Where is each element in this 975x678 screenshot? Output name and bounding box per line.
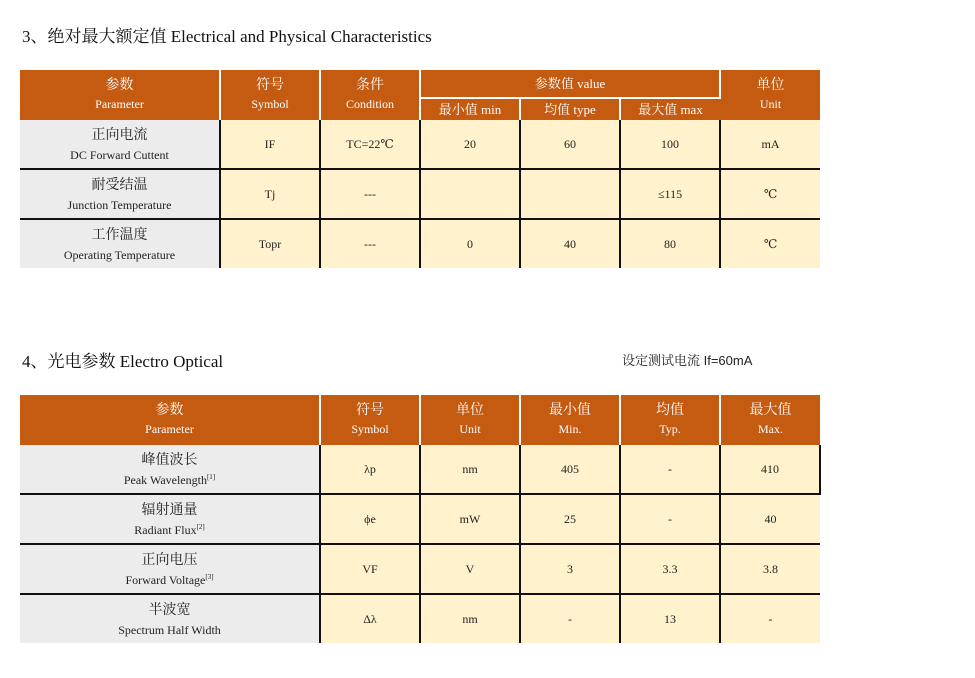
min-cell: 3 (520, 544, 620, 594)
parameter-name-cn: 工作温度 (91, 227, 148, 243)
header-parameter-en: Parameter (95, 97, 144, 112)
unit-cell: mW (420, 494, 520, 544)
min-cell: 25 (520, 494, 620, 544)
table-row (20, 594, 820, 643)
header-typ-en: Typ. (659, 422, 681, 437)
header-unit-en: Unit (459, 422, 481, 437)
table-row (20, 494, 820, 544)
min-cell: - (520, 594, 620, 643)
header-max-cn: 最大值 (749, 403, 792, 419)
symbol-cell: IF (220, 120, 320, 169)
header-min-cn: 最小值 (549, 403, 591, 419)
table-row (20, 219, 820, 268)
parameter-name-en-text: Forward Voltage (125, 572, 206, 587)
header-parameter-en: Parameter (145, 422, 194, 437)
ratings-header-row (20, 70, 820, 98)
max-cell: 80 (620, 219, 720, 268)
parameter-cell (20, 219, 220, 268)
header-min: 最小值 min (420, 98, 520, 120)
parameter-name-en: Junction Temperature (67, 197, 172, 212)
symbol-cell: Δλ (320, 594, 420, 643)
optical-table (20, 395, 821, 643)
typ-cell (520, 169, 620, 219)
max-cell: 40 (720, 494, 820, 544)
typ-cell: 3.3 (620, 544, 720, 594)
typ-cell: 13 (620, 594, 720, 643)
header-unit-en: Unit (759, 97, 782, 112)
parameter-name-en-text: Peak Wavelength (123, 472, 207, 487)
header-unit (720, 70, 820, 120)
unit-cell: nm (420, 445, 520, 494)
symbol-cell: λp (320, 445, 420, 494)
parameter-name-cn: 峰值波长 (141, 452, 198, 468)
ratings-table (20, 70, 820, 268)
section-4-title: 4、光电参数 Electro Optical (22, 352, 224, 371)
parameter-cell (20, 169, 220, 219)
parameter-name-en: Operating Temperature (63, 247, 176, 262)
header-symbol-cn: 符号 (256, 78, 284, 94)
parameter-cell (20, 120, 220, 169)
header-symbol (320, 395, 420, 445)
typ-cell: 40 (520, 219, 620, 268)
min-cell: 405 (520, 445, 620, 494)
header-condition (320, 70, 420, 120)
header-parameter-cn: 参数 (155, 403, 184, 419)
header-max: 最大值 max (620, 98, 720, 120)
parameter-name-cn: 辐射通量 (141, 502, 198, 518)
table-row (20, 120, 820, 169)
table-row (20, 445, 820, 494)
section-3-title: 3、绝对最大额定值 Electrical and Physical Characteristics (22, 27, 432, 46)
max-cell: 410 (720, 445, 820, 494)
condition-cell: --- (320, 169, 420, 219)
footnote-ref: [1] (206, 472, 216, 481)
header-max (720, 395, 820, 445)
condition-cell: --- (320, 219, 420, 268)
parameter-cell (20, 544, 320, 594)
unit-cell: V (420, 544, 520, 594)
symbol-cell: Tj (220, 169, 320, 219)
header-max-en: Max. (758, 422, 783, 437)
header-parameter (20, 395, 320, 445)
header-min-en: Min. (558, 422, 582, 437)
parameter-cell (20, 594, 320, 643)
header-typ: 均值 type (520, 98, 620, 120)
typ-cell: - (620, 445, 720, 494)
header-unit (420, 395, 520, 445)
symbol-cell: ϕe (320, 494, 420, 544)
header-unit-cn: 单位 (756, 78, 785, 94)
parameter-name-cn: 正向电压 (141, 552, 198, 568)
header-symbol-en: Symbol (251, 97, 289, 112)
max-cell: 100 (620, 120, 720, 169)
parameter-cell (20, 494, 320, 544)
header-parameter (20, 70, 220, 120)
header-min (520, 395, 620, 445)
parameter-name-cn: 正向电流 (91, 127, 148, 143)
parameter-name-en (20, 471, 319, 489)
min-cell: 0 (420, 219, 520, 268)
max-cell: 3.8 (720, 544, 820, 594)
parameter-cell (20, 445, 320, 494)
header-symbol-cn: 符号 (356, 403, 384, 419)
header-unit-cn: 单位 (456, 403, 484, 419)
unit-cell: nm (420, 594, 520, 643)
parameter-name-cn: 耐受结温 (91, 177, 148, 193)
unit-cell: mA (720, 120, 820, 169)
table-row (20, 169, 820, 219)
header-parameter-cn: 参数 (105, 78, 134, 94)
header-value-group: 参数值 value (420, 70, 720, 98)
optical-header-row (20, 395, 820, 445)
parameter-name-en (20, 521, 319, 539)
max-cell: - (720, 594, 820, 643)
footnote-ref: [2] (196, 522, 205, 531)
header-condition-cn: 条件 (356, 78, 384, 94)
header-symbol (220, 70, 320, 120)
unit-cell: ℃ (720, 219, 820, 268)
header-symbol-en: Symbol (351, 422, 389, 437)
unit-cell: ℃ (720, 169, 820, 219)
min-cell (420, 169, 520, 219)
header-condition-en: Condition (345, 97, 394, 112)
header-typ-cn: 均值 (656, 403, 684, 419)
parameter-name-en: Spectrum Half Width (118, 622, 221, 637)
test-current-note: 设定测试电流 If=60mA (622, 353, 753, 368)
parameter-name-en-text: Radiant Flux (134, 522, 197, 537)
parameter-name-en: DC Forward Cuttent (70, 147, 169, 162)
typ-cell: 60 (520, 120, 620, 169)
footnote-ref: [3] (205, 572, 214, 581)
symbol-cell: VF (320, 544, 420, 594)
header-typ (620, 395, 720, 445)
parameter-name-cn: 半波宽 (148, 602, 191, 618)
parameter-name-en (20, 571, 319, 589)
condition-cell: TC=22℃ (320, 120, 420, 169)
symbol-cell: Topr (220, 219, 320, 268)
max-cell: ≤115 (620, 169, 720, 219)
typ-cell: - (620, 494, 720, 544)
min-cell: 20 (420, 120, 520, 169)
table-row (20, 544, 820, 594)
